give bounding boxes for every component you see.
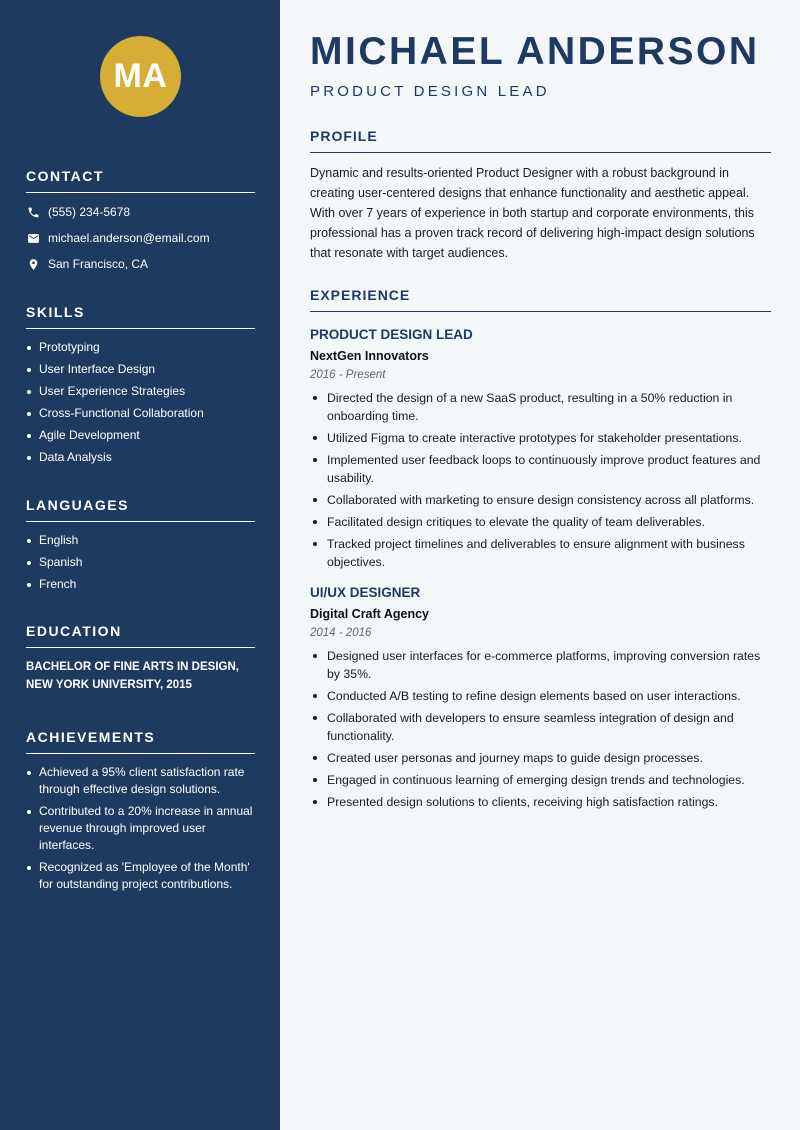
avatar [100, 36, 181, 117]
email-text: michael.anderson@email.com [48, 231, 210, 245]
list-item: Spanish [26, 554, 255, 571]
list-item: Utilized Figma to create interactive prototypes for stakeholder presentations. [310, 429, 771, 447]
experience-heading: EXPERIENCE [310, 287, 771, 312]
list-item: Facilitated design critiques to elevate the quality of team deliverables. [310, 513, 771, 531]
list-item: User Experience Strategies [26, 383, 255, 400]
email-icon [26, 231, 40, 245]
list-item: Collaborated with marketing to ensure design consistency across all platforms. [310, 491, 771, 509]
contact-section [26, 168, 255, 277]
contact-email [26, 225, 255, 251]
job-entry [310, 327, 771, 571]
education-line-1: BACHELOR OF FINE ARTS IN DESIGN, [26, 661, 239, 673]
sidebar [0, 0, 280, 1130]
skills-heading: SKILLS [26, 304, 255, 329]
list-item: English [26, 532, 255, 549]
job-dates: 2016 - Present [310, 369, 386, 381]
list-item: Achieved a 95% client satisfaction rate through effective design solutions. [26, 764, 255, 798]
profile-text: Dynamic and results-oriented Product Designer with a robust background in creating user-centered designs that enhance functionality and aesthetic appeal. With over 7 years of experience in both startup and corporate environments, this professional has a proven track record of delivering high-impact design solutions that resonate with target audiences. [310, 166, 755, 260]
education-heading: EDUCATION [26, 623, 255, 648]
list-item: Presented design solutions to clients, receiving high satisfaction ratings. [310, 793, 771, 811]
list-item: Conducted A/B testing to refine design elements based on user interactions. [310, 687, 771, 705]
education-line-2: NEW YORK UNIVERSITY, 2015 [26, 679, 192, 691]
list-item: Recognized as 'Employee of the Month' for outstanding project contributions. [26, 859, 255, 893]
skills-list [26, 339, 255, 466]
job-dates: 2014 - 2016 [310, 627, 372, 639]
person-name: MICHAEL ANDERSON [310, 30, 760, 73]
list-item: Implemented user feedback loops to continuously improve product features and usability. [310, 451, 771, 487]
person-role: PRODUCT DESIGN LEAD [310, 83, 550, 100]
list-item: Contributed to a 20% increase in annual revenue through improved user interfaces. [26, 803, 255, 854]
job-title: UI/UX DESIGNER [310, 585, 421, 600]
contact-phone [26, 199, 255, 225]
list-item: Prototyping [26, 339, 255, 356]
list-item: Designed user interfaces for e-commerce platforms, improving conversion rates by 35%. [310, 647, 771, 683]
list-item: Data Analysis [26, 449, 255, 466]
avatar-initials: MA [113, 57, 168, 95]
list-item: Engaged in continuous learning of emerging design trends and technologies. [310, 771, 771, 789]
job-bullets [310, 389, 771, 571]
job-bullets [310, 647, 771, 811]
company-name: Digital Craft Agency [310, 607, 430, 621]
profile-section [310, 128, 771, 153]
education-degree [26, 658, 255, 694]
location-pin-icon [26, 257, 40, 271]
list-item: Created user personas and journey maps to guide design processes. [310, 749, 771, 767]
phone-icon [26, 205, 40, 219]
languages-list [26, 532, 255, 593]
languages-heading: LANGUAGES [26, 497, 255, 522]
experience-section [310, 287, 771, 815]
list-item: Tracked project timelines and deliverables to ensure alignment with business objectives. [310, 535, 771, 571]
achievements-section [26, 729, 255, 898]
phone-text: (555) 234-5678 [48, 205, 131, 219]
job-entry [310, 585, 771, 811]
list-item: User Interface Design [26, 361, 255, 378]
skills-section [26, 304, 255, 471]
contact-location [26, 251, 255, 277]
contact-heading: CONTACT [26, 168, 255, 193]
location-text: San Francisco, CA [48, 257, 149, 271]
job-title: PRODUCT DESIGN LEAD [310, 327, 473, 342]
company-name: NextGen Innovators [310, 349, 429, 363]
list-item: Cross-Functional Collaboration [26, 405, 255, 422]
languages-section [26, 497, 255, 598]
achievements-list [26, 764, 255, 893]
list-item: French [26, 576, 255, 593]
list-item: Agile Development [26, 427, 255, 444]
achievements-heading: ACHIEVEMENTS [26, 729, 255, 754]
profile-heading: PROFILE [310, 128, 771, 153]
list-item: Collaborated with developers to ensure seamless integration of design and functionality. [310, 709, 771, 745]
list-item: Directed the design of a new SaaS product, resulting in a 50% reduction in onboarding time. [310, 389, 771, 425]
education-section [26, 623, 255, 694]
